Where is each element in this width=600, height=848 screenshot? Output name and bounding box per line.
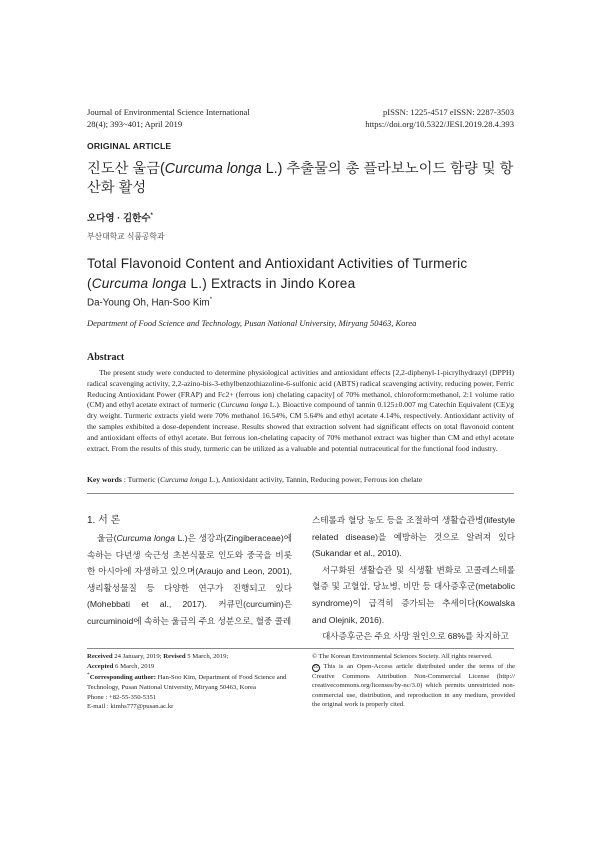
intro-paragraph-3: 대사증후군은 주요 사망 원인으로 68%를 차지하고 [322, 631, 509, 642]
english-affiliation: Department of Food Science and Technology, Pusan National University, Miryang 50463, Korea [87, 318, 417, 328]
journal-doi[interactable]: https://doi.org/10.5322/JESI.2019.28.4.393 [365, 119, 514, 129]
intro-p1-a: 울금( [97, 533, 117, 543]
keywords-divider [87, 493, 514, 494]
received-line [87, 652, 292, 662]
abstract-body [87, 368, 514, 454]
english-authors [87, 297, 212, 308]
english-title-species: Curcuma longa [91, 276, 187, 291]
footer-divider [87, 648, 514, 649]
footer-right [312, 652, 515, 710]
journal-header-right [365, 106, 514, 130]
keywords [87, 475, 514, 486]
accepted-date: 6 March, 2019 [113, 662, 155, 670]
english-title-post: L.) Extracts in Jindo Korea [186, 276, 356, 291]
received-date: 24 January, 2019; [112, 653, 164, 660]
body-column-left [87, 530, 292, 630]
license-text: This is an Open-Access article distributed under the terms of the Creative Commons Attribution Non-Commercial License (http:// creativecommons.org/licenses/by-nc/3.0) which permits unrestricted non-commercial use, distribution, and reproduction in any medium, provided the original work is properly cited. [312, 662, 515, 709]
english-corresponding-mark: * [209, 297, 213, 303]
corresponding-author [87, 671, 292, 692]
body-column-right [312, 512, 515, 645]
abstract-heading: Abstract [87, 352, 125, 363]
received-label: Received [87, 653, 113, 660]
abstract-text-post: L.). Bioactive compound of tannin 0.125±0.007 mg Catechin Equivalent (CE)/g dry weight. Turmeric extracts yield were 70% methanol 16.54%, CM 5.64% and ethyl acetate 4.14%, respectively. Antioxidant activity of the samples exhibited a dose-dependent increase. Results showed that extraction solvent had significant effects on total flavonoid content and antioxidant effects of ethyl acetate. But ferrous ion-chelating capacity of 70% methanol extract was higher than CM and ethyl acetate extract. From the results of this study, turmeric can be utilized as a valuable and potential nutraceutical for the functional food industry. [87, 400, 514, 453]
journal-name: Journal of Environmental Science International [87, 107, 250, 117]
korean-authors [87, 210, 153, 224]
license [312, 662, 515, 710]
keywords-post: L.), Antioxidant activity, Tannin, Reducing power, Ferrous ion chelate [207, 475, 423, 484]
korean-title-pre: 진도산 울금( [87, 161, 165, 177]
corresponding-mark: * [87, 672, 90, 679]
english-author-names: Da-Young Oh, Han-Soo Kim [87, 297, 210, 309]
revised-label: Revised [163, 653, 186, 660]
email[interactable]: E-mail : kimhs777@pusan.ac.kr [87, 703, 174, 711]
keywords-label: Key words [87, 475, 122, 484]
phone: Phone : +82-55-350-5351 [87, 693, 157, 701]
journal-header-left [87, 106, 250, 130]
keywords-pre: : Turmeric ( [121, 475, 160, 484]
korean-title [87, 160, 517, 198]
korean-affiliation: 부산대학교 식품공학과 [87, 232, 165, 241]
corresponding-text: Han-Soo Kim, Department of Food Science and Technology, Pusan National University, Miryang 50463, Korea [87, 674, 287, 692]
abstract-species: Curcuma longa [220, 400, 268, 410]
korean-title-species: Curcuma longa [164, 161, 262, 177]
korean-title-post: L.) 추출물의 총 플라보노이드 함량 및 항산화 활성 [87, 161, 514, 196]
keywords-species: Curcuma longa [160, 475, 208, 484]
article-type: ORIGINAL ARTICLE [87, 141, 172, 151]
creative-commons-icon: cc [313, 664, 319, 670]
intro-p1-species: Curcuma longa [116, 533, 175, 543]
section-heading: 1. 서 론 [87, 515, 121, 526]
abstract-text-pre: The present study were conducted to determine physiological activities and antioxidant effects [2,2-diphenyl-1-picrylhydrazyl (DPPH) radical scavenging activity, 2,2-azino-bis-3-ethylbenzothiazoline-6-sulfonic acid (ABTS) radical scavenging activity, reducing power, Ferric Reducing Antioxidant Power (FRAP) and Fc2+ (ferrous ion) chelating capacity] of 70% methanol, chloroform:methanol, 2:1 volume ratio (CM) and ethyl acetate extract of turmeric ( [87, 368, 514, 410]
english-title [87, 254, 527, 294]
accepted-label: Accepted [87, 662, 114, 670]
english-title-pre: Total Flavonoid Content and Antioxidant Activities of Turmeric ( [87, 256, 468, 291]
accepted-line [87, 662, 292, 672]
corresponding-label: Corresponding author: [89, 674, 156, 682]
intro-paragraph-1 [87, 530, 292, 630]
intro-paragraph-1-cont: 스테롤과 혈당 농도 등을 조절하여 생활습관병(lifestyle related disease)을 예방하는 것으로 알려져 있다(Sukandar et al., 2010). [312, 515, 515, 559]
journal-volume: 28(4); 393~401; April 2019 [87, 119, 183, 129]
journal-issn: pISSN: 1225-4517 eISSN: 2287-3503 [382, 107, 514, 117]
intro-paragraph-2: 서구화된 생활습관 및 식생활 변화로 고콜레스테롤혈증 및 고혈압, 당뇨병, 비만 등 대사증후군(metabolic syndrome)이 급격히 증가되는 추세이다(Kowalska and Olejnik, 2016). [312, 564, 515, 625]
korean-author-names: 오다영 · 김한수 [87, 213, 151, 224]
intro-p1-b: L.)은 생강과(Zingiberaceae)에 속하는 다년생 숙근성 초본식물로 인도와 중국을 비롯한 아시아에 자생하고 있으며(Araujo and Leon, 2001), 생리활성물질 등 다양한 연구가 진행되고 있다(Mohebbati et al., 2017). 커큐민(curcumin)은 curcuminoid에 속하는 울금의 주요 성분으로, 혈중 콜레 [87, 533, 292, 626]
copyright: © The Korean Environmental Sciences Society. All rights reserved. [312, 653, 493, 660]
korean-corresponding-mark: * [150, 212, 153, 219]
footer-left [87, 652, 292, 712]
revised-date: 5 March, 2019; [185, 653, 229, 660]
